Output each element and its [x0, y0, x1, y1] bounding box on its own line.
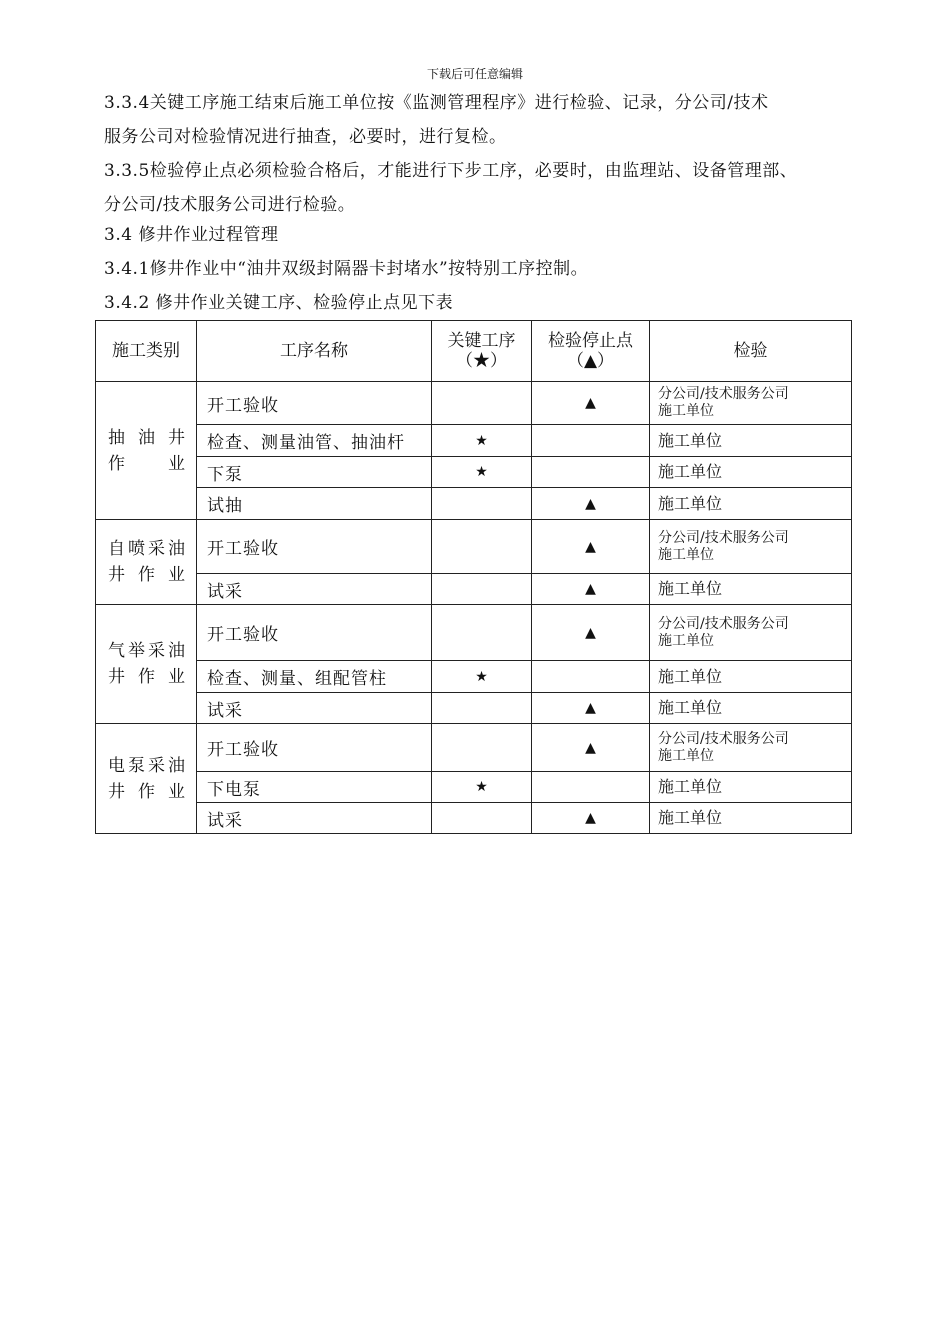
table-row — [96, 457, 852, 488]
inspection-cell — [650, 520, 852, 574]
key-process-star-icon — [432, 382, 532, 425]
inspection-cell — [650, 724, 852, 772]
process-name-cell: 试采 — [197, 574, 432, 605]
table-row — [96, 772, 852, 803]
key-process-star-icon — [432, 724, 532, 772]
process-name-cell: 试采 — [197, 803, 432, 834]
stop-point-triangle-icon — [532, 661, 650, 693]
paragraph-3-3-5 — [104, 154, 864, 222]
header-key-symbol: （★） — [456, 351, 507, 371]
header-stop-label: 检验停止点 — [548, 331, 633, 351]
table-header-row — [96, 321, 852, 382]
inspection-cell — [650, 772, 852, 803]
table-row — [96, 724, 852, 772]
inspection-cell — [650, 425, 852, 457]
category-line: 抽 油 井 — [108, 427, 186, 448]
paragraph-line: 3.3.4关键工序施工结束后施工单位按《监测管理程序》进行检验、记录，分公司/技术 — [104, 93, 769, 113]
table-row — [96, 574, 852, 605]
inspection-line: 施工单位 — [658, 777, 723, 796]
inspection-line: 分公司/技术服务公司 — [658, 615, 789, 632]
header-inspection: 检验 — [650, 321, 852, 382]
table-row — [96, 803, 852, 834]
stop-point-triangle-icon: ▲ — [532, 693, 650, 724]
process-name-cell: 检查、测量、组配管柱 — [197, 661, 432, 693]
paragraph-line: 分公司/技术服务公司进行检验。 — [104, 195, 356, 215]
process-name-cell: 开工验收 — [197, 382, 432, 425]
paragraph-line: 3.4 修井作业过程管理 — [104, 225, 279, 245]
category-line: 井 作 业 — [108, 781, 186, 802]
inspection-cell — [650, 803, 852, 834]
table-row — [96, 661, 852, 693]
key-process-star-icon: ★ — [432, 772, 532, 803]
inspection-cell — [650, 661, 852, 693]
table-row — [96, 605, 852, 661]
paragraph-3-3-4 — [104, 86, 864, 154]
table-row — [96, 488, 852, 520]
paragraph-line: 3.3.5检验停止点必须检验合格后，才能进行下步工序，必要时，由监理站、设备管理部、 — [104, 161, 798, 181]
key-process-star-icon — [432, 488, 532, 520]
category-line: 井 作 业 — [108, 565, 186, 585]
process-name-cell: 试采 — [197, 693, 432, 724]
stop-point-triangle-icon — [532, 457, 650, 488]
inspection-line: 施工单位 — [658, 430, 723, 450]
paragraph-3-4-1 — [104, 252, 864, 286]
key-process-star-icon — [432, 605, 532, 661]
paragraph-line: 3.4.1修井作业中“油井双级封隔器卡封堵水”按特别工序控制。 — [104, 259, 589, 279]
category-line: 电泵采油 — [108, 755, 186, 776]
inspection-line: 施工单位 — [658, 666, 723, 686]
header-stop-point — [532, 321, 650, 382]
inspection-cell — [650, 693, 852, 724]
table-row — [96, 520, 852, 574]
key-process-star-icon — [432, 574, 532, 605]
header-process: 工序名称 — [197, 321, 432, 382]
key-process-star-icon — [432, 803, 532, 834]
inspection-line: 施工单位 — [658, 632, 714, 649]
table-row — [96, 425, 852, 457]
section-heading-3-4 — [104, 218, 864, 252]
inspection-line: 施工单位 — [658, 747, 714, 764]
header-category: 施工类别 — [96, 321, 197, 382]
stop-point-triangle-icon: ▲ — [532, 520, 650, 574]
stop-point-triangle-icon: ▲ — [532, 382, 650, 425]
paragraph-line: 服务公司对检验情况进行抽查，必要时，进行复检。 — [104, 127, 507, 147]
process-name-cell: 下泵 — [197, 457, 432, 488]
process-name-cell: 下电泵 — [197, 772, 432, 803]
inspection-line: 分公司/技术服务公司 — [658, 386, 789, 402]
key-process-star-icon: ★ — [432, 661, 532, 693]
inspection-cell — [650, 574, 852, 605]
category-line: 作 业 — [108, 453, 186, 474]
stop-point-triangle-icon: ▲ — [532, 574, 650, 605]
header-key-label: 关键工序 — [447, 331, 516, 351]
inspection-line: 施工单位 — [658, 462, 723, 481]
paragraph-line: 3.4.2 修井作业关键工序、检验停止点见下表 — [104, 293, 454, 313]
process-name-cell: 试抽 — [197, 488, 432, 520]
category-line: 自喷采油 — [108, 539, 186, 559]
inspection-cell — [650, 457, 852, 488]
inspection-line: 分公司/技术服务公司 — [658, 730, 789, 747]
category-line: 气举采油 — [108, 641, 186, 661]
key-process-star-icon — [432, 693, 532, 724]
table-row — [96, 693, 852, 724]
inspection-line: 分公司/技术服务公司 — [658, 529, 789, 546]
inspection-cell — [650, 605, 852, 661]
key-process-star-icon: ★ — [432, 457, 532, 488]
process-name-cell: 开工验收 — [197, 520, 432, 574]
inspection-line: 施工单位 — [658, 698, 723, 717]
process-control-table — [95, 320, 852, 834]
inspection-line: 施工单位 — [658, 808, 723, 827]
inspection-line: 施工单位 — [658, 546, 714, 563]
stop-point-triangle-icon: ▲ — [532, 803, 650, 834]
inspection-cell — [650, 382, 852, 425]
paragraph-3-4-2 — [104, 286, 864, 320]
key-process-star-icon: ★ — [432, 425, 532, 457]
inspection-cell — [650, 488, 852, 520]
category-cell — [96, 724, 197, 834]
header-note: 下载后可任意编辑 — [426, 67, 523, 81]
category-cell — [96, 520, 197, 605]
process-name-cell: 开工验收 — [197, 724, 432, 772]
process-name-cell: 开工验收 — [197, 605, 432, 661]
stop-point-triangle-icon: ▲ — [532, 724, 650, 772]
table-body — [96, 382, 852, 834]
header-key-process — [432, 321, 532, 382]
inspection-line: 施工单位 — [658, 579, 723, 598]
stop-point-triangle-icon: ▲ — [532, 605, 650, 661]
inspection-line: 施工单位 — [658, 493, 723, 513]
category-line: 井 作 业 — [108, 667, 186, 687]
stop-point-triangle-icon: ▲ — [532, 488, 650, 520]
table-row — [96, 382, 852, 425]
stop-point-triangle-icon — [532, 772, 650, 803]
header-stop-symbol: （▲） — [566, 351, 615, 371]
process-name-cell: 检查、测量油管、抽油杆 — [197, 425, 432, 457]
key-process-star-icon — [432, 520, 532, 574]
category-cell — [96, 382, 197, 520]
inspection-line: 施工单位 — [658, 403, 714, 419]
stop-point-triangle-icon — [532, 425, 650, 457]
category-cell — [96, 605, 197, 724]
